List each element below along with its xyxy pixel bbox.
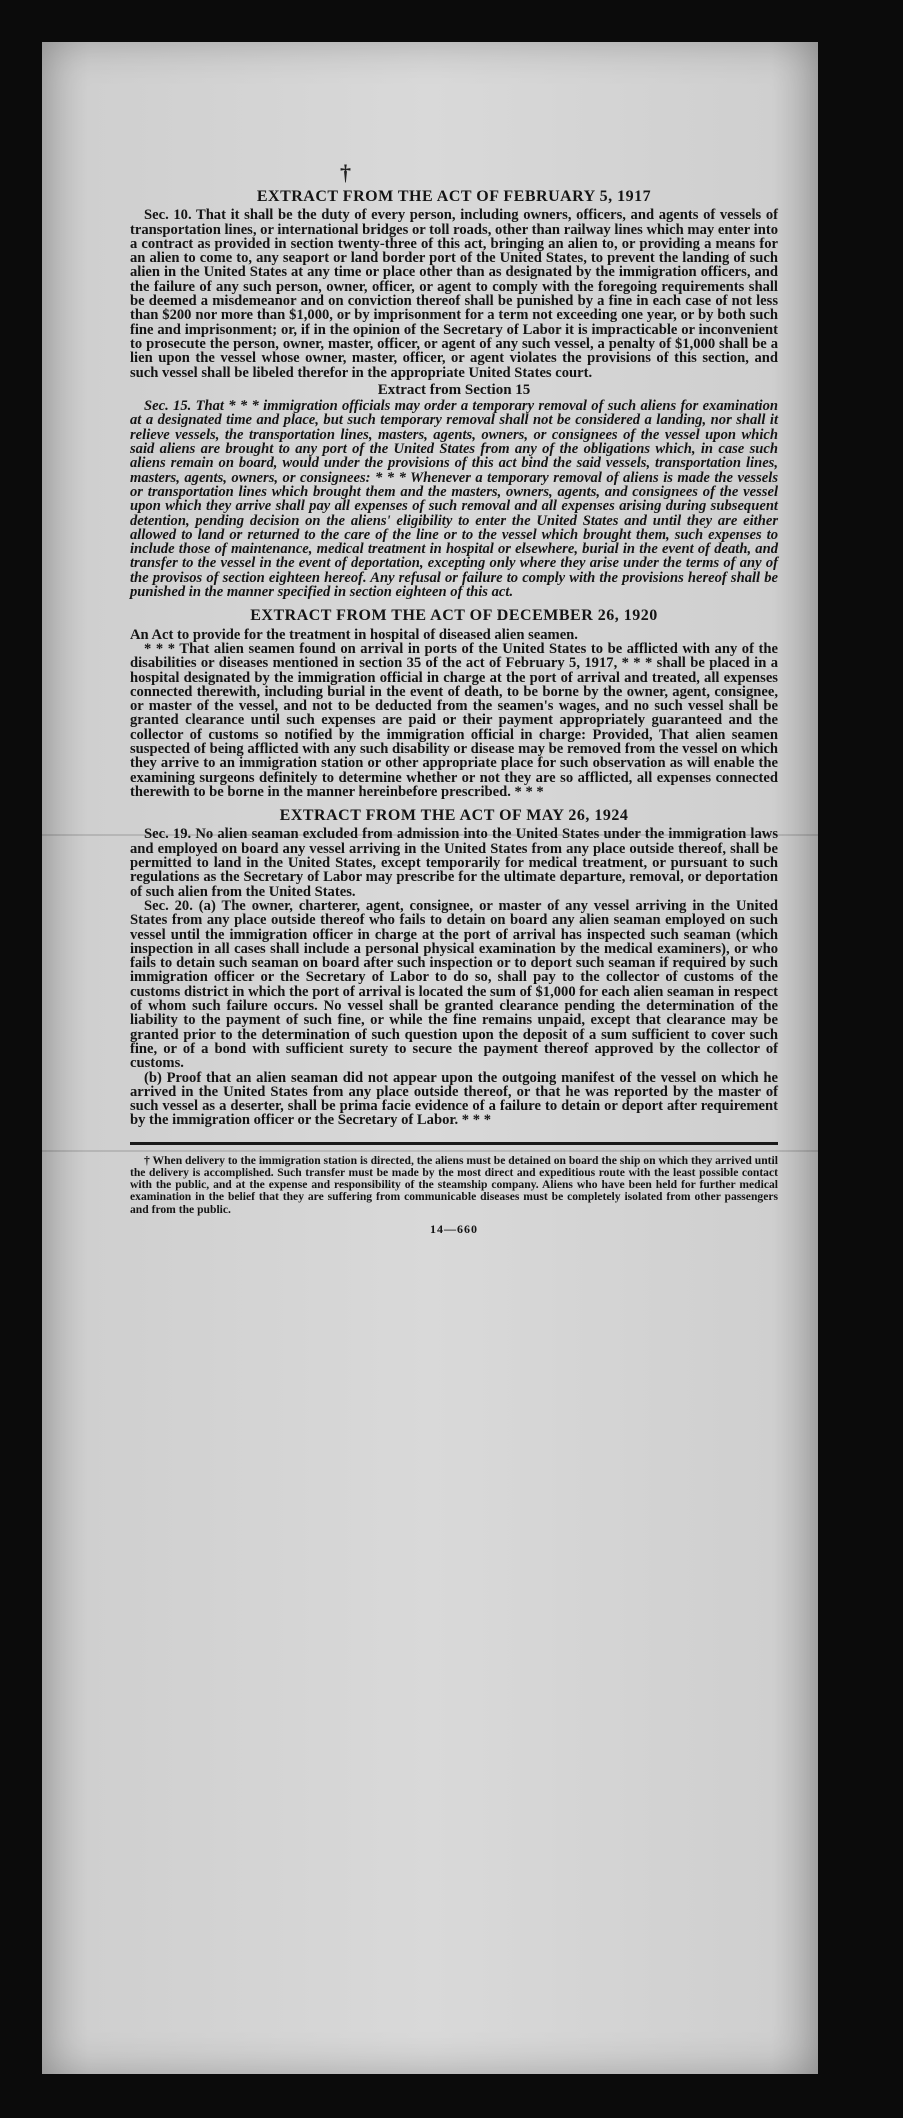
page-code: 14—660 bbox=[430, 1221, 478, 1236]
section-15-subheading: Extract from Section 15 bbox=[377, 381, 531, 398]
act-1920-intro: An Act to provide for the treatment in hospital of diseased alien seamen. bbox=[130, 626, 578, 643]
dagger-mark: † bbox=[340, 160, 351, 185]
document-body bbox=[130, 160, 778, 1236]
section-10-text: Sec. 10. That it shall be the duty of every person, including owners, officers, and agents of vessels of transportation lines, or international bridges or toll roads, other than railway lines which may enter into a contract as provided in section twenty-three of this act, bringing an alien to, or providing a means for an alien to come to, any seaport or land border port of the United States, to prevent the landing of such alien in the United States at any time or place other than as designated by the immigration officers, and the failure of any such person, owner, officer, or agent to comply with the foregoing requirements shall be deemed a misdemeanor and on conviction thereof shall be punished by a fine in each case of not less than $200 nor more than $1,000, or by imprisonment for a term not exceeding one year, or by both such fine and imprisonment; or, if in the opinion of the Secretary of Labor it is impracticable or inconvenient to prosecute the person, owner, master, officer, or agent of any such vessel, a penalty of $1,000 shall be a lien upon the vessel whose owner, master, officer, or agent violates the provisions of this section, and such vessel shall be libeled therefor in the appropriate United States court. bbox=[130, 207, 778, 381]
section-heading-1917: EXTRACT FROM THE ACT OF FEBRUARY 5, 1917 bbox=[256, 188, 652, 205]
section-20a-text: Sec. 20. (a) The owner, charterer, agent, consignee, or master of any vessel arriving in the United States from any place outside thereof who fails to detain on board any alien seaman employed on such vessel until the immigration officer in charge at the port of arrival has inspected such seaman (which inspection in all cases shall include a personal physical examination by the medical examiners), or who fails to detain such seaman on board after such inspection or to deport such seaman if required by such immigration officer or the Secretary of Labor to do so, shall pay to the collector of customs of the customs district in which the port of arrival is located the sum of $1,000 for each alien seaman in respect of whom such failure occurs. No vessel shall be granted clearance pending the determination of the liability to the payment of such fine, or while the fine remains unpaid, except that clearance may be granted prior to the determination of such question upon the deposit of a sum sufficient to cover such fine, or of a bond with sufficient surety to secure the payment thereof approved by the collector of customs. bbox=[130, 897, 778, 1072]
act-1920-text: * * * That alien seamen found on arrival in ports of the United States to be afflicted with any of the disabilities or diseases mentioned in section 35 of the act of February 5, 1917, * * * shall be placed in a hospital designated by the immigration official in charge at the port of arrival and treated, all expenses connected therewith, including burial in the event of death, to be borne by the owner, agent, consignee, or master of the vessel, and not to be deducted from the seamen's wages, and no such vessel shall be granted clearance until such expenses are paid or their payment appropriately guaranteed and the collector of customs so notified by the immigration official in charge: Provided, That alien seamen suspected of being afflicted with any such disability or disease may be removed from the vessel on which they arrive to an immigration station or other appropriate place for such observation as will enable the examining surgeons definitely to determine whether or not they are so afflicted, all expenses connected therewith to be borne in the manner hereinbefore prescribed. * * * bbox=[130, 640, 778, 800]
section-19-text: Sec. 19. No alien seaman excluded from admission into the United States under the immigration laws and employed on board any vessel arriving in the United States from any place outside thereof, shall be permitted to land in the United States, except temporarily for medical treatment, or pursuant to such regulations as the Secretary of Labor may prescribe for the ultimate departure, removal, or deportation of such alien from the United States. bbox=[130, 826, 778, 900]
document-page bbox=[42, 42, 818, 2074]
footnote: † When delivery to the immigration station is directed, the aliens must be detained on board the ship on which they arrived until the delivery is accomplished. Such transfer must be made by the most direct and expeditious route with the least possible contact with the public, and at the expense and responsibility of the steamship company. Aliens who have been held for further medical examination in the belief that they are suffering from communicable diseases must be completely isolated from other passengers and from the public. bbox=[130, 1153, 778, 1216]
footnote-divider bbox=[130, 1142, 778, 1145]
section-heading-1924: EXTRACT FROM THE ACT OF MAY 26, 1924 bbox=[279, 807, 629, 825]
section-15-text: Sec. 15. That * * * immigration officials may order a temporary removal of such aliens for examination at a designated time and place, but such temporary removal shall not be considered a landing, nor shall it relieve vessels, the transportation lines, masters, agents, owners, or consignees of the vessel upon which said aliens are brought to any port of the United States from any of the obligations which, in case such aliens remain on board, would under the provisions of this act bind the said vessels, transportation lines, masters, agents, owners, or consignees: * * * Whenever a temporary removal of aliens is made the vessels or transportation lines which brought them and the masters, owners, agents, and consignees of the vessel upon which they arrive shall pay all expenses of such removal and all expenses arising during subsequent detention, pending decision on the aliens' eligibility to enter the United States and until they are either allowed to land or returned to the care of the line or to the vessel which brought them, such expenses to include those of maintenance, medical treatment in hospital or elsewhere, burial in the event of death, and transfer to the vessel in the event of deportation, excepting only where they arise under the terms of any of the provisos of section eighteen hereof. Any refusal or failure to comply with the provisions hereof shall be punished in the manner specified in section eighteen of this act. bbox=[130, 398, 778, 601]
section-20b-text: (b) Proof that an alien seaman did not appear upon the outgoing manifest of the vessel on which he arrived in the United States from any place outside thereof, or that he was reported by the master of such vessel as a deserter, shall be prima facie evidence of a failure to detain or deport after requirement by the immigration officer or the Secretary of Labor. * * * bbox=[130, 1069, 778, 1129]
section-heading-1920: EXTRACT FROM THE ACT OF DECEMBER 26, 1920 bbox=[250, 607, 658, 625]
